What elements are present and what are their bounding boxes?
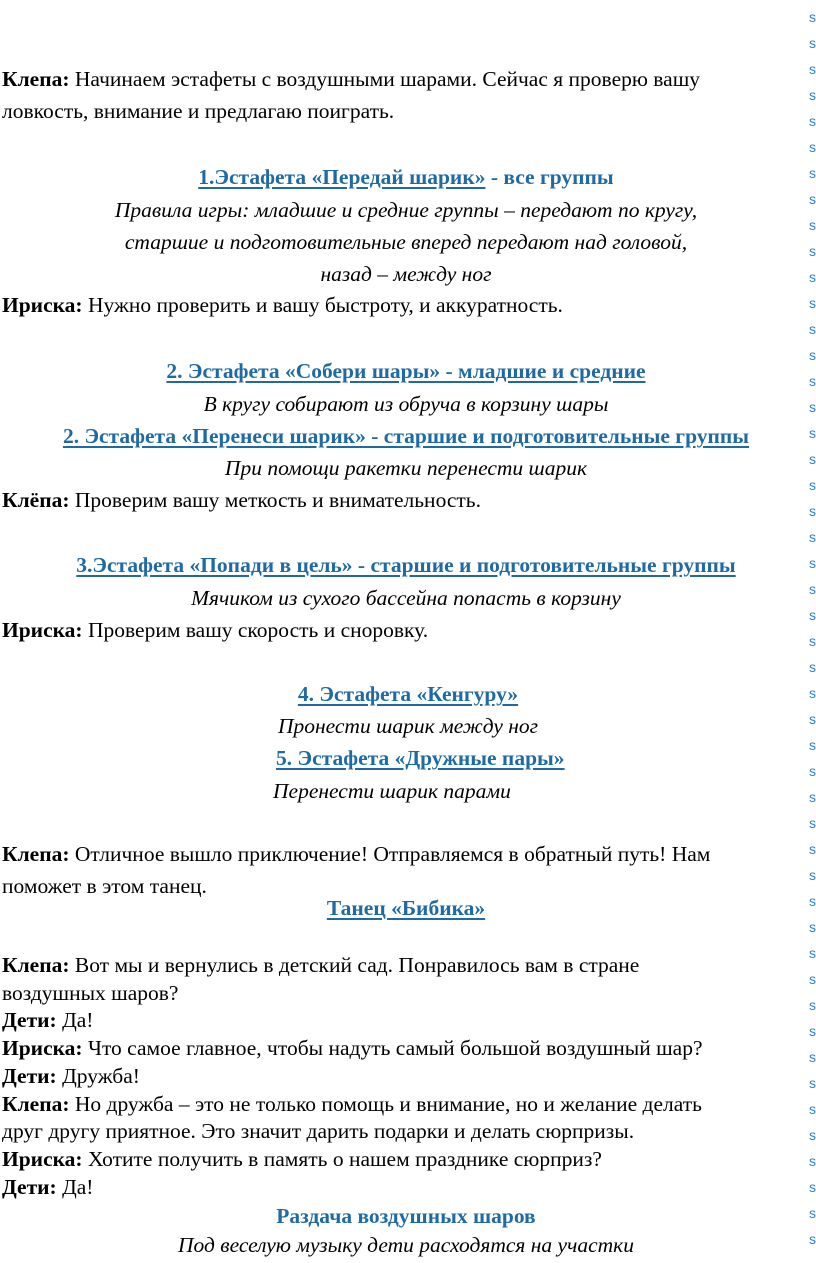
edge-marker: s bbox=[809, 919, 816, 935]
final-description: Под веселую музыку дети расходятся на участки bbox=[178, 1233, 634, 1257]
speaker-name: Дети: bbox=[2, 1175, 57, 1199]
relay-groups: - все группы bbox=[485, 165, 614, 189]
line-text: Да! bbox=[56, 1008, 94, 1032]
text-line bbox=[2, 980, 178, 1006]
edge-marker: s bbox=[809, 789, 816, 805]
edge-marker: s bbox=[809, 763, 816, 779]
relay-title-link[interactable]: 2. Эстафета «Перенеси шарик» - старшие и подготовительные группы bbox=[62, 424, 750, 448]
edge-marker: s bbox=[809, 347, 816, 363]
speaker-line bbox=[2, 1007, 93, 1033]
edge-marker: s bbox=[809, 9, 816, 25]
speaker-line bbox=[2, 1035, 703, 1061]
edge-marker: s bbox=[809, 477, 816, 493]
relay-title-link[interactable]: 1.Эстафета «Передай шарик» bbox=[198, 165, 486, 189]
edge-marker: s bbox=[809, 1127, 816, 1143]
edge-marker: s bbox=[809, 1153, 816, 1169]
relay-title-link[interactable]: 4. Эстафета «Кенгуру» bbox=[297, 682, 519, 706]
line-text: Отличное вышло приключение! Отправляемся в обратный путь! Нам bbox=[69, 842, 711, 866]
speaker-line bbox=[2, 1146, 602, 1172]
relay-description: В кругу собирают из обруча в корзину шары bbox=[203, 392, 609, 416]
edge-marker: s bbox=[809, 841, 816, 857]
edge-marker: s bbox=[809, 893, 816, 909]
edge-marker: s bbox=[809, 139, 816, 155]
edge-marker: s bbox=[809, 35, 816, 51]
line-text: ловкость, внимание и предлагаю поиграть. bbox=[2, 99, 395, 123]
edge-marker: s bbox=[809, 61, 816, 77]
line-text: Но дружба – это не только помощь и внимание, но и желание делать bbox=[69, 1092, 702, 1116]
edge-marker: s bbox=[809, 607, 816, 623]
relay-heading bbox=[0, 358, 812, 384]
speaker-name: Ириска: bbox=[2, 618, 83, 642]
edge-marker: s bbox=[809, 295, 816, 311]
speaker-line bbox=[2, 1063, 140, 1089]
dance-heading bbox=[0, 895, 812, 921]
relay-heading bbox=[0, 164, 812, 190]
edge-marker: s bbox=[809, 1101, 816, 1117]
final-title: Раздача воздушных шаров bbox=[276, 1204, 536, 1228]
line-text: друг другу приятное. Это значит дарить подарки и делать сюрпризы. bbox=[2, 1119, 635, 1143]
speaker-line bbox=[2, 1174, 93, 1200]
relay-description: Перенести шарик парами bbox=[273, 779, 511, 803]
rules-line: назад – между ног bbox=[320, 262, 492, 286]
line-text: Проверим вашу меткость и внимательность. bbox=[69, 488, 481, 512]
edge-marker: s bbox=[809, 373, 816, 389]
line-text: Вот мы и вернулись в детский сад. Понравилось вам в стране bbox=[69, 953, 640, 977]
speaker-line bbox=[2, 66, 700, 92]
edge-marker: s bbox=[809, 1179, 816, 1195]
edge-marker: s bbox=[809, 1023, 816, 1039]
speaker-name: Клёпа: bbox=[2, 488, 70, 512]
edge-marker: s bbox=[809, 1075, 816, 1091]
speaker-name: Ириска: bbox=[2, 1147, 83, 1171]
line-text: Да! bbox=[56, 1175, 94, 1199]
edge-marker: s bbox=[809, 399, 816, 415]
relay-title-link[interactable]: 5. Эстафета «Дружные пары» bbox=[276, 746, 565, 770]
edge-marker: s bbox=[809, 87, 816, 103]
line-text: Хотите получить в память о нашем празднике сюрприз? bbox=[82, 1147, 602, 1171]
edge-marker: s bbox=[809, 217, 816, 233]
relay-heading bbox=[0, 681, 816, 707]
edge-marker: s bbox=[809, 633, 816, 649]
edge-marker: s bbox=[809, 451, 816, 467]
speaker-line bbox=[2, 292, 563, 318]
edge-marker: s bbox=[809, 737, 816, 753]
edge-marker: s bbox=[809, 997, 816, 1013]
edge-marker: s bbox=[809, 867, 816, 883]
relay-description: Мячиком из сухого бассейна попасть в корзину bbox=[191, 586, 621, 610]
line-text: Проверим вашу скорость и сноровку. bbox=[82, 618, 429, 642]
edge-marker: s bbox=[809, 815, 816, 831]
edge-marker: s bbox=[809, 1231, 816, 1247]
relay-title-link[interactable]: 2. Эстафета «Собери шары» - младшие и средние bbox=[166, 359, 646, 383]
speaker-name: Дети: bbox=[2, 1064, 57, 1088]
speaker-name: Клепа: bbox=[2, 953, 70, 977]
edge-marker: s bbox=[809, 165, 816, 181]
final-heading bbox=[0, 1203, 812, 1229]
speaker-line bbox=[2, 952, 639, 978]
speaker-line bbox=[2, 1091, 702, 1117]
relay-title-link[interactable]: 3.Эстафета «Попади в цель» - старшие и подготовительные группы bbox=[76, 553, 736, 577]
speaker-name: Клепа: bbox=[2, 1092, 70, 1116]
relay-heading bbox=[276, 745, 565, 771]
line-text: Начинаем эстафеты с воздушными шарами. Сейчас я проверю вашу bbox=[69, 67, 701, 91]
speaker-name: Ириска: bbox=[2, 293, 83, 317]
relay-description: При помощи ракетки перенести шарик bbox=[224, 456, 588, 480]
rules-line: Правила игры: младшие и средние группы – передают по кругу, bbox=[114, 198, 698, 222]
relay-description: Пронести шарик между ног bbox=[277, 714, 539, 738]
speaker-name: Дети: bbox=[2, 1008, 57, 1032]
edge-marker: s bbox=[809, 529, 816, 545]
speaker-name: Клепа: bbox=[2, 842, 70, 866]
edge-marker: s bbox=[809, 1049, 816, 1065]
line-text: Дружба! bbox=[56, 1064, 140, 1088]
speaker-line bbox=[2, 841, 710, 867]
line-text: воздушных шаров? bbox=[2, 981, 179, 1005]
text-line bbox=[2, 98, 394, 124]
edge-marker: s bbox=[809, 659, 816, 675]
line-text: Нужно проверить и вашу быстроту, и аккуратность. bbox=[82, 293, 563, 317]
relay-heading bbox=[0, 552, 812, 578]
line-text: Что самое главное, чтобы надуть самый большой воздушный шар? bbox=[82, 1036, 703, 1060]
edge-marker: s bbox=[809, 503, 816, 519]
relay-heading bbox=[0, 423, 812, 449]
edge-marker: s bbox=[809, 945, 816, 961]
right-edge-marker-rail bbox=[808, 0, 816, 1263]
rules-line: старшие и подготовительные вперед передают над головой, bbox=[124, 230, 688, 254]
speaker-line bbox=[2, 617, 428, 643]
speaker-line bbox=[2, 487, 481, 513]
edge-marker: s bbox=[809, 425, 816, 441]
text-line bbox=[2, 1118, 634, 1144]
speaker-name: Ириска: bbox=[2, 1036, 83, 1060]
edge-marker: s bbox=[809, 1205, 816, 1221]
edge-marker: s bbox=[809, 191, 816, 207]
edge-marker: s bbox=[809, 685, 816, 701]
edge-marker: s bbox=[809, 113, 816, 129]
edge-marker: s bbox=[809, 321, 816, 337]
edge-marker: s bbox=[809, 555, 816, 571]
dance-title-link[interactable]: Танец «Бибика» bbox=[326, 896, 486, 920]
edge-marker: s bbox=[809, 269, 816, 285]
edge-marker: s bbox=[809, 971, 816, 987]
edge-marker: s bbox=[809, 243, 816, 259]
speaker-name: Клепа: bbox=[2, 67, 70, 91]
edge-marker: s bbox=[809, 581, 816, 597]
edge-marker: s bbox=[809, 711, 816, 727]
line-text: поможет в этом танец. bbox=[2, 874, 207, 898]
